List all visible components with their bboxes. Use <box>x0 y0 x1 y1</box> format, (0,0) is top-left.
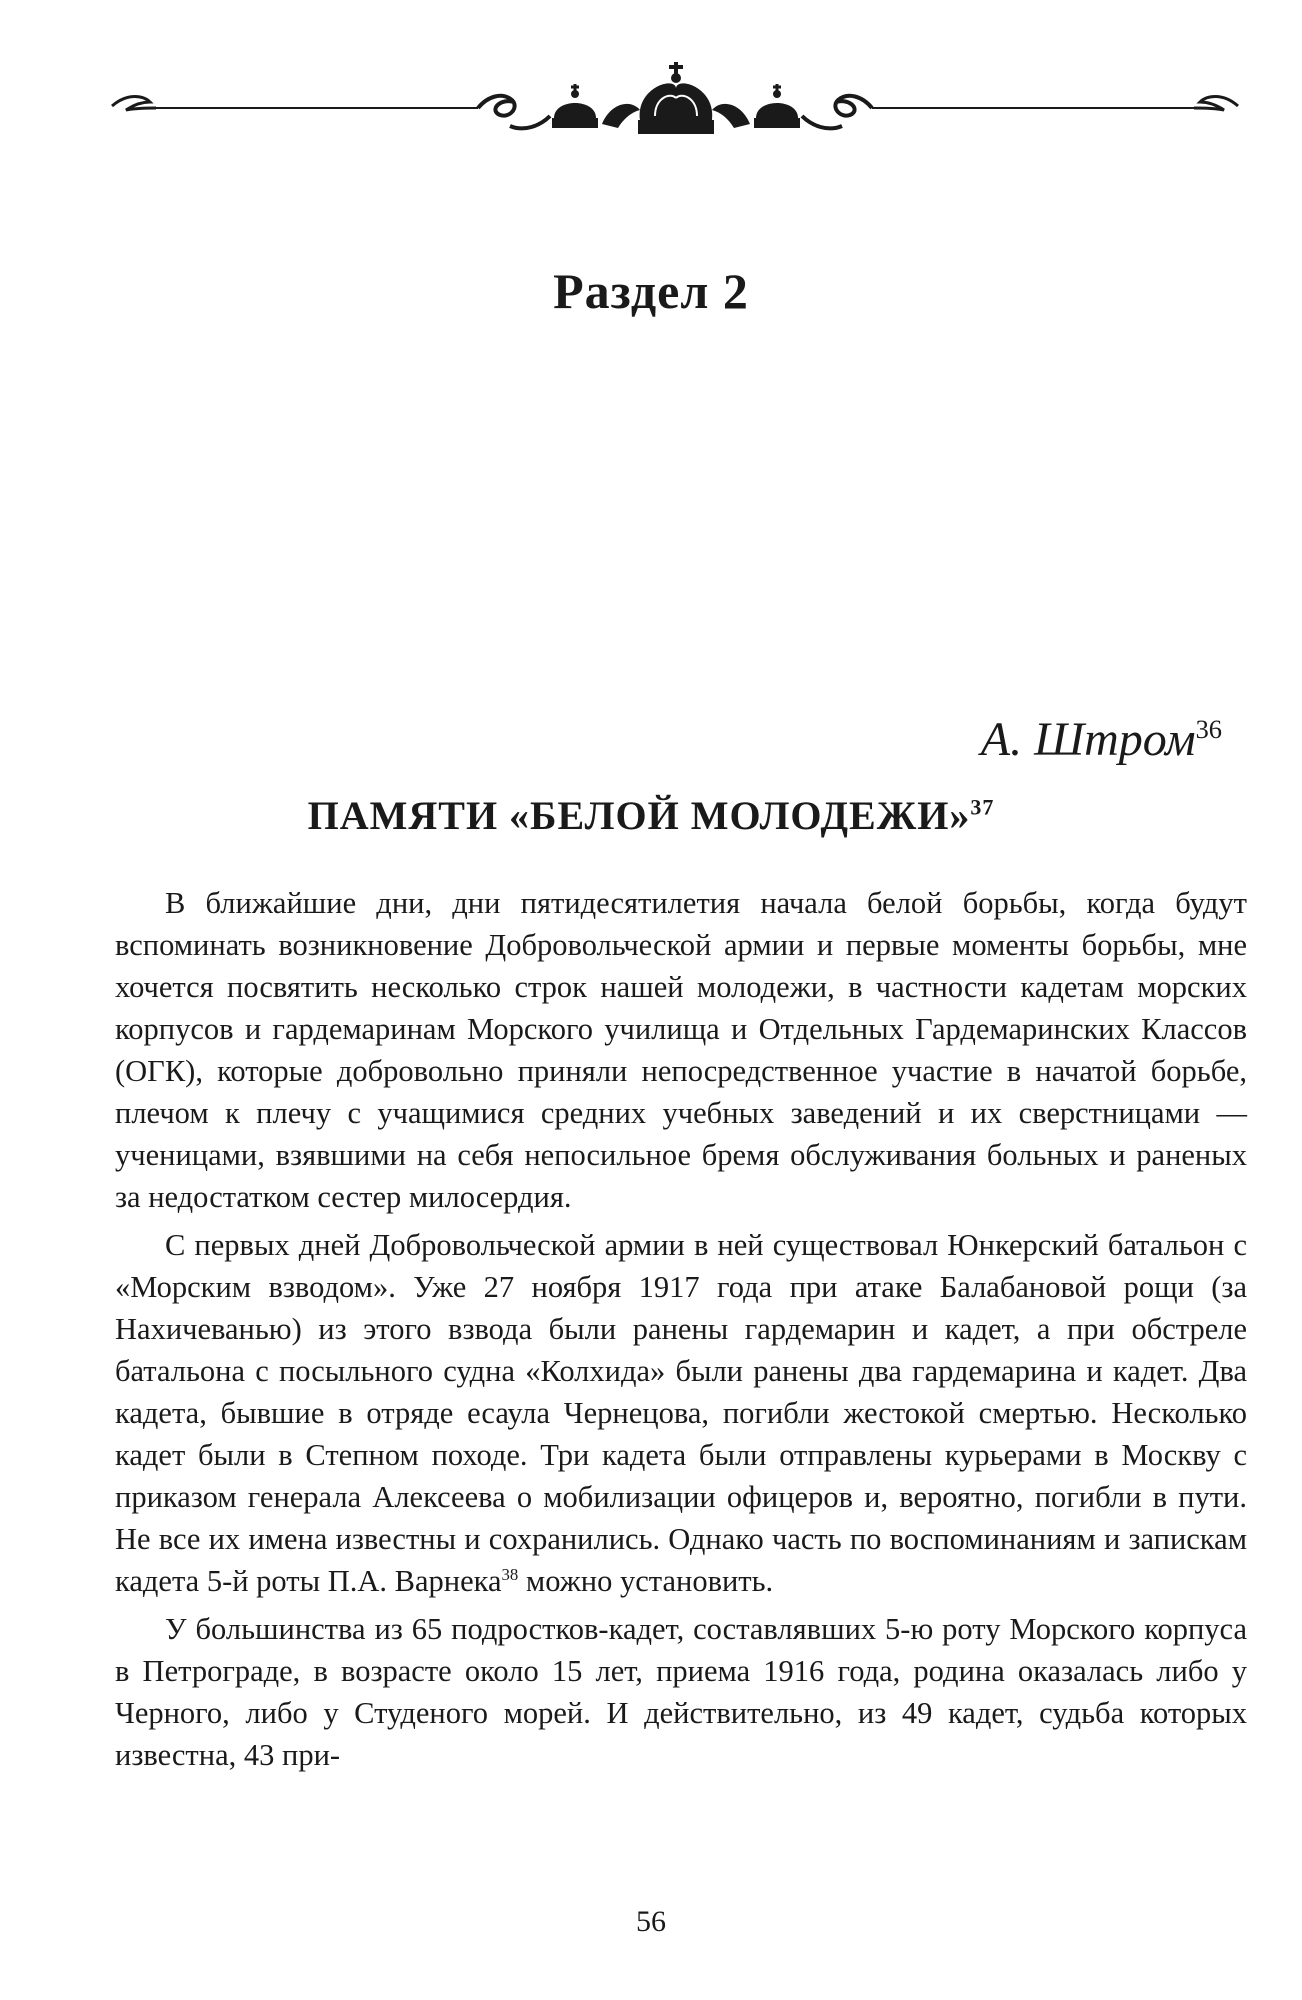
paragraph-text: можно установить. <box>518 1564 774 1598</box>
paragraph <box>115 1224 1247 1602</box>
paragraph-text: С первых дней Добровольческой армии в ней существовал Юнкерский батальон с «Морским взводом». Уже 27 ноября 1917 года при атаке Балабановой рощи (за Нахичеванью) из этого взвода были ранены гардемарин и кадет, а при обстреле батальона с посыльного судна «Колхида» были ранены два гардемарина и кадет. Два кадета, бывшие в отряде есаула Чернецова, погибли жестокой смертью. Несколько кадет были в Степном походе. Три кадета были отправлены курьерами в Москву с приказом генерала Алексеева о мобилизации офицеров и, вероятно, погибли в пути. Не все их имена известны и сохранились. Однако часть по воспоминаниям и запискам кадета 5-й роты П.А. Варнека <box>115 1228 1247 1598</box>
page-number: 56 <box>636 1905 666 1938</box>
author-name <box>981 712 1222 767</box>
left-flourish-icon <box>112 97 156 111</box>
small-crown-right-icon <box>754 84 800 128</box>
author-name-text: А. Штром <box>980 713 1196 766</box>
article-body <box>115 882 1247 1782</box>
article-title <box>0 792 1302 839</box>
paragraph-footnote-marker[interactable]: 38 <box>501 1564 519 1584</box>
article-footnote-marker[interactable]: 37 <box>970 794 995 820</box>
article-title-text: ПАМЯТИ «БЕЛОЙ МОЛОДЕЖИ» <box>307 793 971 838</box>
crown-ornament-header <box>110 58 1240 158</box>
small-crown-left-icon <box>552 84 598 128</box>
right-flourish-icon <box>1194 97 1238 111</box>
paragraph: У большинства из 65 подростков-кадет, составлявших 5-ю роту Морского корпуса в Петрограде, в возрасте около 15 лет, приема 1916 года, родина оказалась либо у Черного, либо у Студеного морей. И действительно, из 49 кадет, судьба которых известна, 43 при- <box>115 1612 1247 1772</box>
paragraph: В ближайшие дни, дни пятидесятилетия начала белой борьбы, когда будут вспоминать возникновение Добровольческой армии и первые моменты борьбы, мне хочется посвятить несколько строк нашей молодежи, в частности кадетам морских корпусов и гардемаринам Морского училища и Отдельных Гардемаринских Классов (ОГК), которые добровольно приняли непосредственное участие в начатой борьбе, плечом к плечу с учащимися средних учебных заведений и их сверстницами — ученицами, взявшими на себя непосильное бремя обслуживания больных и раненых за недостатком сестер милосердия. <box>115 886 1247 1214</box>
large-crown-center-icon <box>638 62 714 134</box>
author-footnote-marker[interactable]: 36 <box>1195 714 1222 744</box>
section-title: Раздел 2 <box>553 263 749 319</box>
